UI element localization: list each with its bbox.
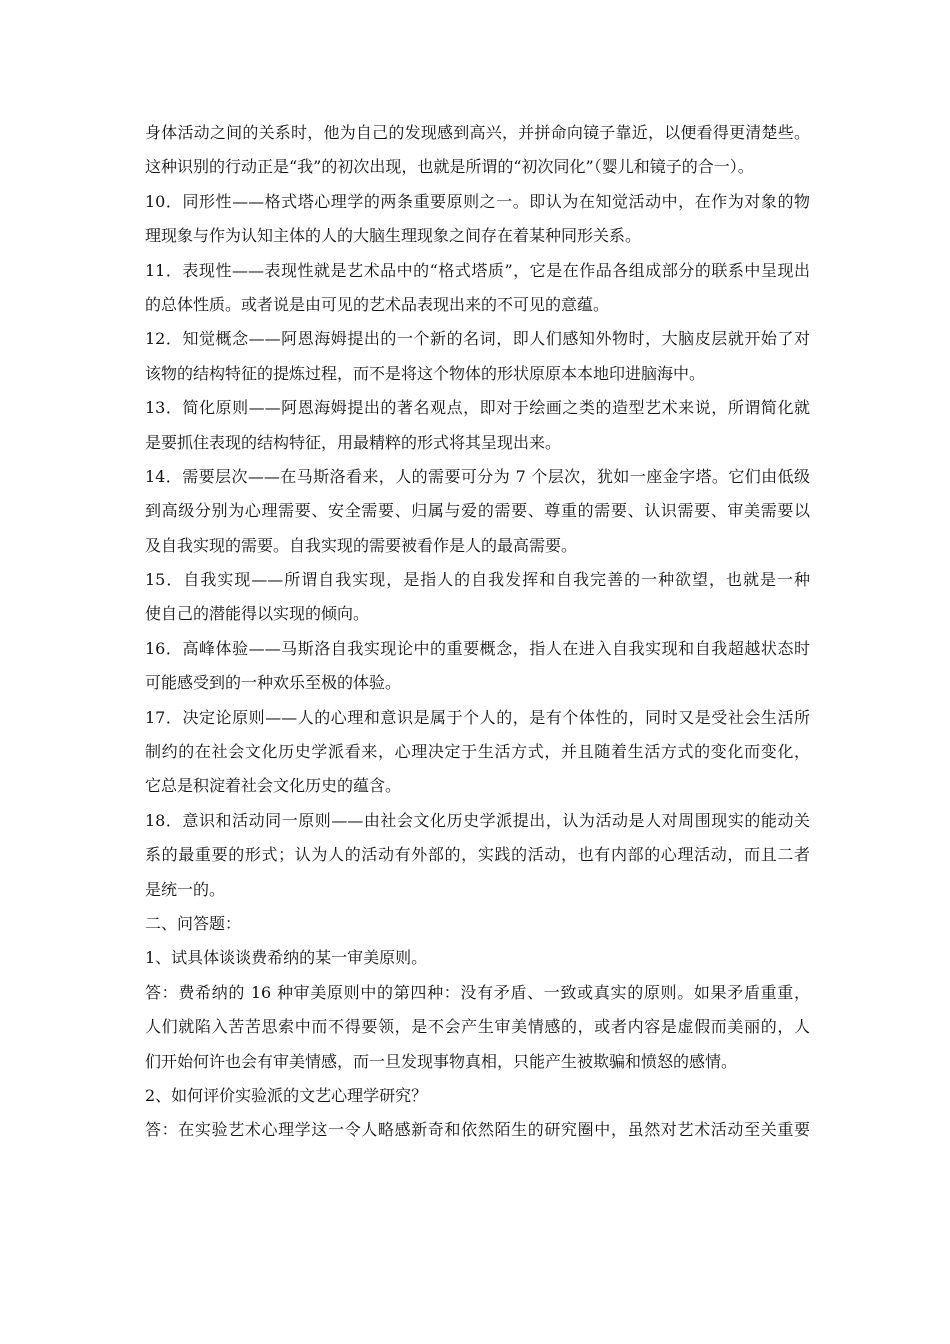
text-line: 它总是积淀着社会文化历史的蕴含。	[145, 776, 402, 796]
text-line: 12．知觉概念——阿恩海姆提出的一个新的名词，即人们感知外物时，大脑皮层就开始了对	[145, 329, 810, 349]
text-line: 答：在实验艺术心理学这一令人略感新奇和依然陌生的研究圈中，虽然对艺术活动至关重要	[145, 1120, 810, 1140]
text-line: 11．表现性——表现性就是艺术品中的“格式塔质”，它是在作品各组成部分的联系中呈现出	[145, 260, 810, 280]
text-line: 1、试具体谈谈费希纳的某一审美原则。	[145, 948, 428, 968]
text-line: 10．同形性——格式塔心理学的两条重要原则之一。即认为在知觉活动中，在作为对象的物	[145, 191, 810, 211]
text-line: 15．自我实现——所谓自我实现，是指人的自我发挥和自我完善的一种欲望，也就是一种	[145, 570, 810, 590]
text-line: 系的最重要的形式；认为人的活动有外部的，实践的活动，也有内部的心理活动，而且二者	[145, 845, 810, 865]
text-line: 人们就陷入苦苦思索中而不得要领，是不会产生审美情感的，或者内容是虚假而美丽的，人	[145, 1017, 810, 1037]
text-line: 使自己的潜能得以实现的倾向。	[145, 604, 370, 624]
text-line: 理现象与作为认知主体的人的大脑生理现象之间存在着某种同形关系。	[145, 226, 642, 246]
text-line: 身体活动之间的关系时，他为自己的发现感到高兴，并拼命向镜子靠近，以便看得更清楚些。	[145, 123, 810, 142]
text-line: 14．需要层次——在马斯洛看来，人的需要可分为 7 个层次，犹如一座金字塔。它们由低级	[145, 466, 810, 486]
text-line: 该物的结构特征的提炼过程，而不是将这个物体的形状原原本本地印进脑海中。	[145, 363, 706, 383]
text-line: 及自我实现的需要。自我实现的需要被看作是人的最高需要。	[145, 535, 578, 555]
text-line: 到高级分别为心理需要、安全需要、归属与爱的需要、尊重的需要、认识需要、审美需要以	[145, 501, 810, 521]
text-line: 们开始何许也会有审美情感，而一旦发现事物真相，只能产生被欺骗和愤怒的感情。	[145, 1051, 738, 1071]
text-line: 这种识别的行动正是“我”的初次出现，也就是所谓的“初次同化”（婴儿和镜子的合一）。	[145, 157, 754, 177]
text-line: 是要抓住表现的结构特征，用最精粹的形式将其呈现出来。	[145, 432, 562, 452]
text-line: 2、如何评价实验派的文艺心理学研究？	[145, 1085, 428, 1105]
document-body	[145, 116, 810, 1148]
text-line: 二、问答题：	[145, 913, 242, 933]
text-line: 18．意识和活动同一原则——由社会文化历史学派提出，认为活动是人对周围现实的能动关	[145, 810, 810, 830]
text-line: 13．简化原则——阿恩海姆提出的著名观点，即对于绘画之类的造型艺术来说，所谓简化就	[145, 398, 810, 418]
text-line: 17．决定论原则——人的心理和意识是属于个人的，是有个体性的，同时又是受社会生活所	[145, 707, 810, 727]
text-line: 是统一的。	[145, 879, 226, 899]
text-line: 的总体性质。或者说是由可见的艺术品表现出来的不可见的意蕴。	[145, 294, 610, 314]
text-line: 制约的在社会文化历史学派看来，心理决定于生活方式，并且随着生活方式的变化而变化，	[145, 742, 810, 762]
text-line: 答：费希纳的 16 种审美原则中的第四种：没有矛盾、一致或真实的原则。如果矛盾重重，	[145, 982, 810, 1002]
text-line: 16．高峰体验——马斯洛自我实现论中的重要概念，指人在进入自我实现和自我超越状态时	[145, 638, 810, 658]
text-line: 可能感受到的一种欢乐至极的体验。	[145, 673, 402, 693]
